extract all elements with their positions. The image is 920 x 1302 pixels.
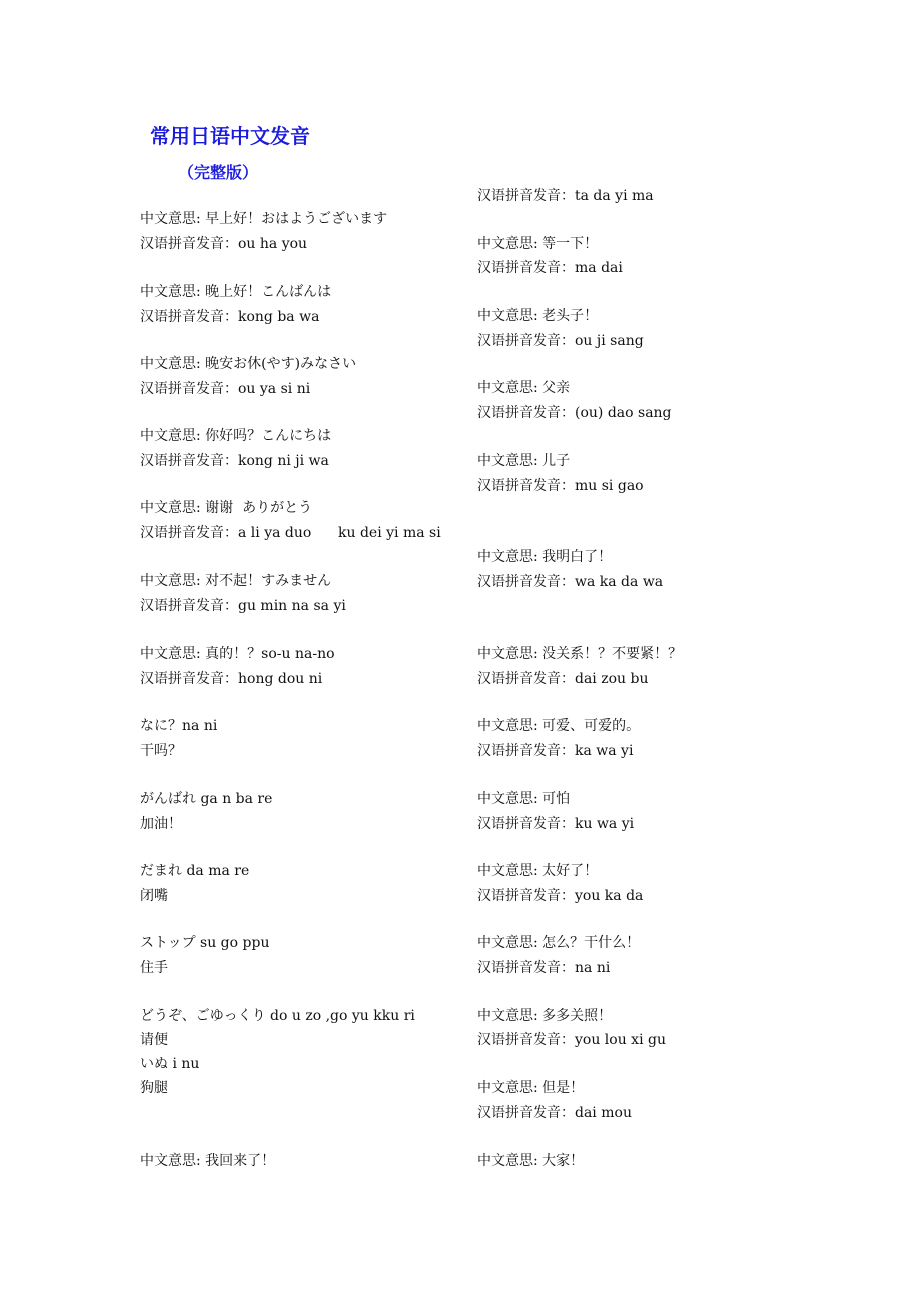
left-line-pinyin: 汉语拼音发音：a li ya duo ku dei yi ma si [140,525,441,541]
left-line-japanese: だまれ da ma re [140,863,250,879]
right-line-pinyin: 汉语拼音发音：ou ji sang [477,333,644,349]
left-line-chinese: 干吗？ [140,743,182,759]
right-line-meaning: 中文意思: 大家！ [477,1153,585,1169]
left-line-pinyin: 汉语拼音发音：ou ya si ni [140,381,311,397]
left-line-pinyin: 汉语拼音发音：ou ha you [140,236,308,252]
left-line-japanese: どうぞ、ごゆっくり do u zo ,go yu kku ri [140,1008,415,1024]
left-line-pinyin: 汉语拼音发音：kong ba wa [140,309,320,325]
document-title: 常用日语中文发音 [150,124,310,148]
left-line-pinyin: 汉语拼音发音：hong dou ni [140,671,323,687]
left-line-meaning: 中文意思: 真的！？so-u na-no [140,646,335,662]
right-line-pinyin: 汉语拼音发音：you ka da [477,888,644,904]
right-line-meaning: 中文意思: 可爱、可爱的。 [477,718,641,734]
right-line-pinyin: 汉语拼音发音：dai mou [477,1105,632,1121]
right-line-meaning: 中文意思: 但是！ [477,1080,585,1096]
right-line-meaning: 中文意思: 儿子 [477,453,571,469]
left-line-pinyin: 汉语拼音发音：gu min na sa yi [140,598,346,614]
right-line-meaning: 中文意思: 多多关照！ [477,1008,613,1024]
right-line-pinyin: 汉语拼音发音：na ni [477,960,611,976]
left-line-japanese: がんばれ ga n ba re [140,791,273,807]
left-line-meaning: 中文意思: 谢谢 ありがとう [140,500,313,516]
right-line-meaning: 中文意思: 太好了！ [477,863,599,879]
document-subtitle: （完整版） [178,163,259,182]
right-line-pinyin: 汉语拼音发音：(ou) dao sang [477,405,672,421]
right-line-pinyin: 汉语拼音发音：ku wa yi [477,816,635,832]
right-line-pinyin: 汉语拼音发音：ta da yi ma [477,188,654,204]
right-line-pinyin: 汉语拼音发音：wa ka da wa [477,574,664,590]
left-line-chinese: 闭嘴 [140,888,168,904]
left-line-japanese: なに？na ni [140,718,218,734]
right-line-meaning: 中文意思: 我明白了！ [477,549,613,565]
right-line-pinyin: 汉语拼音发音：you lou xi gu [477,1032,666,1048]
left-line-chinese: 加油！ [140,816,182,832]
right-line-meaning: 中文意思: 怎么？干什么！ [477,935,641,951]
left-line-meaning: 中文意思: 我回来了！ [140,1153,276,1169]
left-line-chinese: 请便 [140,1032,168,1048]
right-line-pinyin: 汉语拼音发音：mu si gao [477,478,644,494]
right-line-pinyin: 汉语拼音发音：ma dai [477,260,623,276]
right-line-meaning: 中文意思: 没关系！？不要紧！？ [477,646,683,662]
right-line-meaning: 中文意思: 可怕 [477,791,571,807]
right-line-meaning: 中文意思: 父亲 [477,380,571,396]
right-line-pinyin: 汉语拼音发音：dai zou bu [477,671,649,687]
left-line-meaning: 中文意思: 早上好！おはようございます [140,211,388,227]
left-line-meaning: 中文意思: 晚安お休(やす)みなさい [140,356,357,372]
right-line-meaning: 中文意思: 老头子！ [477,308,599,324]
left-line-meaning: 中文意思: 你好吗？こんにちは [140,428,332,444]
left-line-meaning: 中文意思: 晚上好！こんばんは [140,284,332,300]
left-line-chinese: 狗腿 [140,1080,168,1096]
left-line-japanese: いぬ i nu [140,1056,200,1072]
left-line-chinese: 住手 [140,960,168,976]
left-line-pinyin: 汉语拼音发音：kong ni ji wa [140,453,329,469]
right-line-meaning: 中文意思: 等一下！ [477,236,599,252]
right-line-pinyin: 汉语拼音发音：ka wa yi [477,743,634,759]
left-line-meaning: 中文意思: 对不起！すみません [140,573,332,589]
left-line-japanese: ストップ su go ppu [140,935,270,951]
